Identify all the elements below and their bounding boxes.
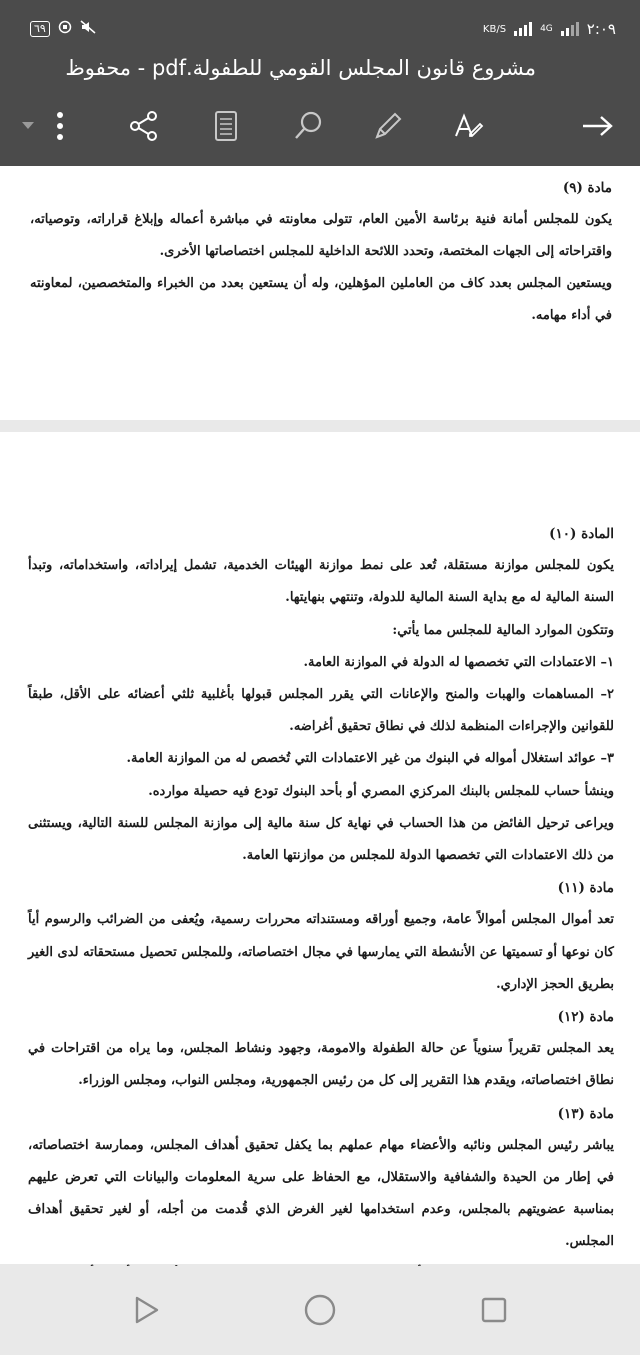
system-nav-bar	[0, 1266, 640, 1351]
battery-indicator: ٦٩	[30, 21, 50, 37]
article-10-line-3: ١– الاعتمادات التي تخصصها له الدولة في الموازنة العامة.	[303, 654, 614, 670]
toolbar	[0, 100, 640, 150]
article-11-text: تعد أموال المجلس أموالاً عامة، وجميع أوراقه ومستنداته محررات رسمية، ويُعفى من الضرائب والرسوم أياً كان نوعها أو تسميتها عن الأنشطة التي يمارسها في مجال اختصاصاته، وللمجلس تحصيل مستحقاته لدى الغير بطريق الحجز الإداري.	[28, 912, 614, 992]
page-1-text	[30, 172, 612, 332]
article-10-heading: المادة (١٠)	[549, 526, 614, 542]
document-title: مشروع قانون المجلس القومي للطفولة.pdf - محفوظ	[65, 56, 536, 80]
article-10-line-1: يكون للمجلس موازنة مستقلة، تُعد على نمط موازنة الهيئات الخدمية، تشمل إيراداته، واستخداماته، وتبدأ السنة المالية له مع بداية السنة المالية للدولة، وتنتهي بنهايتها.	[28, 558, 614, 606]
article-10-line-6: وينشأ حساب للمجلس بالبنك المركزي المصري أو بأحد البنوك تودع فيه حصيلة موارده.	[148, 783, 614, 799]
dropdown-caret-icon[interactable]	[18, 106, 38, 146]
forward-arrow-icon[interactable]	[578, 106, 618, 146]
article-10-line-2: وتتكون الموارد المالية للمجلس مما يأتي:	[392, 622, 614, 638]
back-triangle-icon[interactable]	[126, 1290, 166, 1330]
home-circle-icon[interactable]	[300, 1290, 340, 1330]
pdf-page-1	[0, 166, 640, 420]
article-13-paragraph-1: يباشر رئيس المجلس ونائبه والأعضاء مهام عملهم بما يكفل تحقيق أهداف المجلس، وممارسة اختصاصاته، في إطار من الحيدة والشفافية والاستقلال، مع الحفاظ على سرية المعلومات والبيانات التي تعرض عليهم بمناسبة عضويتهم بالمجلس، وعدم استخدامها لغير الغرض الذي قُدمت من أجله، أو لغير تحقيق أهداف المجلس.	[28, 1137, 614, 1250]
article-9-paragraph-1: يكون للمجلس أمانة فنية برئاسة الأمين العام، تتولى معاونته في مباشرة أعماله وإبلاغ قراراته، وتوصياته، واقتراحاته إلى الجهات المختصة، وتحدد اللائحة الداخلية للمجلس اختصاصاتها الأخرى.	[30, 212, 612, 259]
mute-icon	[80, 20, 96, 38]
recents-square-icon[interactable]	[474, 1290, 514, 1330]
article-9-paragraph-2: ويستعين المجلس بعدد كاف من العاملين المؤهلين، وله أن يستعين بعدد من الخبراء والمتخصصين، لمعاونته في أداء مهامه.	[30, 276, 612, 323]
annotate-icon[interactable]	[448, 106, 488, 146]
article-13-heading: مادة (١٣)	[557, 1105, 614, 1122]
share-icon[interactable]	[124, 106, 164, 146]
document-icon[interactable]	[206, 106, 246, 146]
signal-icon	[514, 22, 532, 36]
clock: ٢:٠٩	[586, 20, 616, 38]
article-10-line-5: ٣– عوائد استغلال أمواله في البنوك من غير الاعتمادات التي تُخصص له من الموازنة العامة.	[126, 751, 614, 767]
status-right	[483, 20, 616, 38]
net-speed: KB/S	[482, 23, 507, 35]
signal-2-icon	[561, 22, 579, 36]
page-2-text	[28, 518, 614, 1355]
app-bar	[0, 0, 640, 166]
alarm-icon	[58, 20, 72, 38]
status-left	[30, 20, 96, 38]
article-12-text: يعد المجلس تقريراً سنوياً عن حالة الطفولة والامومة، وجهود ونشاط المجلس، وما يراه من اقتراحات في نطاق اختصاصاته، ويقدم هذا التقرير إلى كل من رئيس الجمهورية، ومجلس النواب، ومجلس الوزراء.	[28, 1041, 614, 1089]
pdf-page-2	[0, 432, 640, 1264]
article-10-line-4: ٢– المساهمات والهبات والمنح والإعانات التي يقرر المجلس قبولها بأغلبية ثلثي أعضائه على الأقل، طبقاً للقوانين والإجراءات المنظمة لذلك في نطاق تحقيق أغراضه.	[28, 687, 614, 735]
status-bar	[0, 14, 640, 44]
pen-icon[interactable]	[368, 106, 408, 146]
article-9-heading: مادة (٩)	[562, 180, 612, 196]
article-12-heading: مادة (١٢)	[557, 1009, 614, 1026]
article-10-line-7: ويراعى ترحيل الفائض من هذا الحساب في نهاية كل سنة مالية إلى موازنة المجلس للسنة التالية، ويستثنى من ذلك الاعتمادات التي تخصصها الدولة للمجلس من موازنتها العامة.	[28, 815, 614, 864]
more-icon[interactable]	[40, 106, 80, 146]
article-11-heading: مادة (١١)	[557, 880, 614, 897]
network-type: 4G	[540, 24, 553, 34]
search-icon[interactable]	[288, 106, 328, 146]
